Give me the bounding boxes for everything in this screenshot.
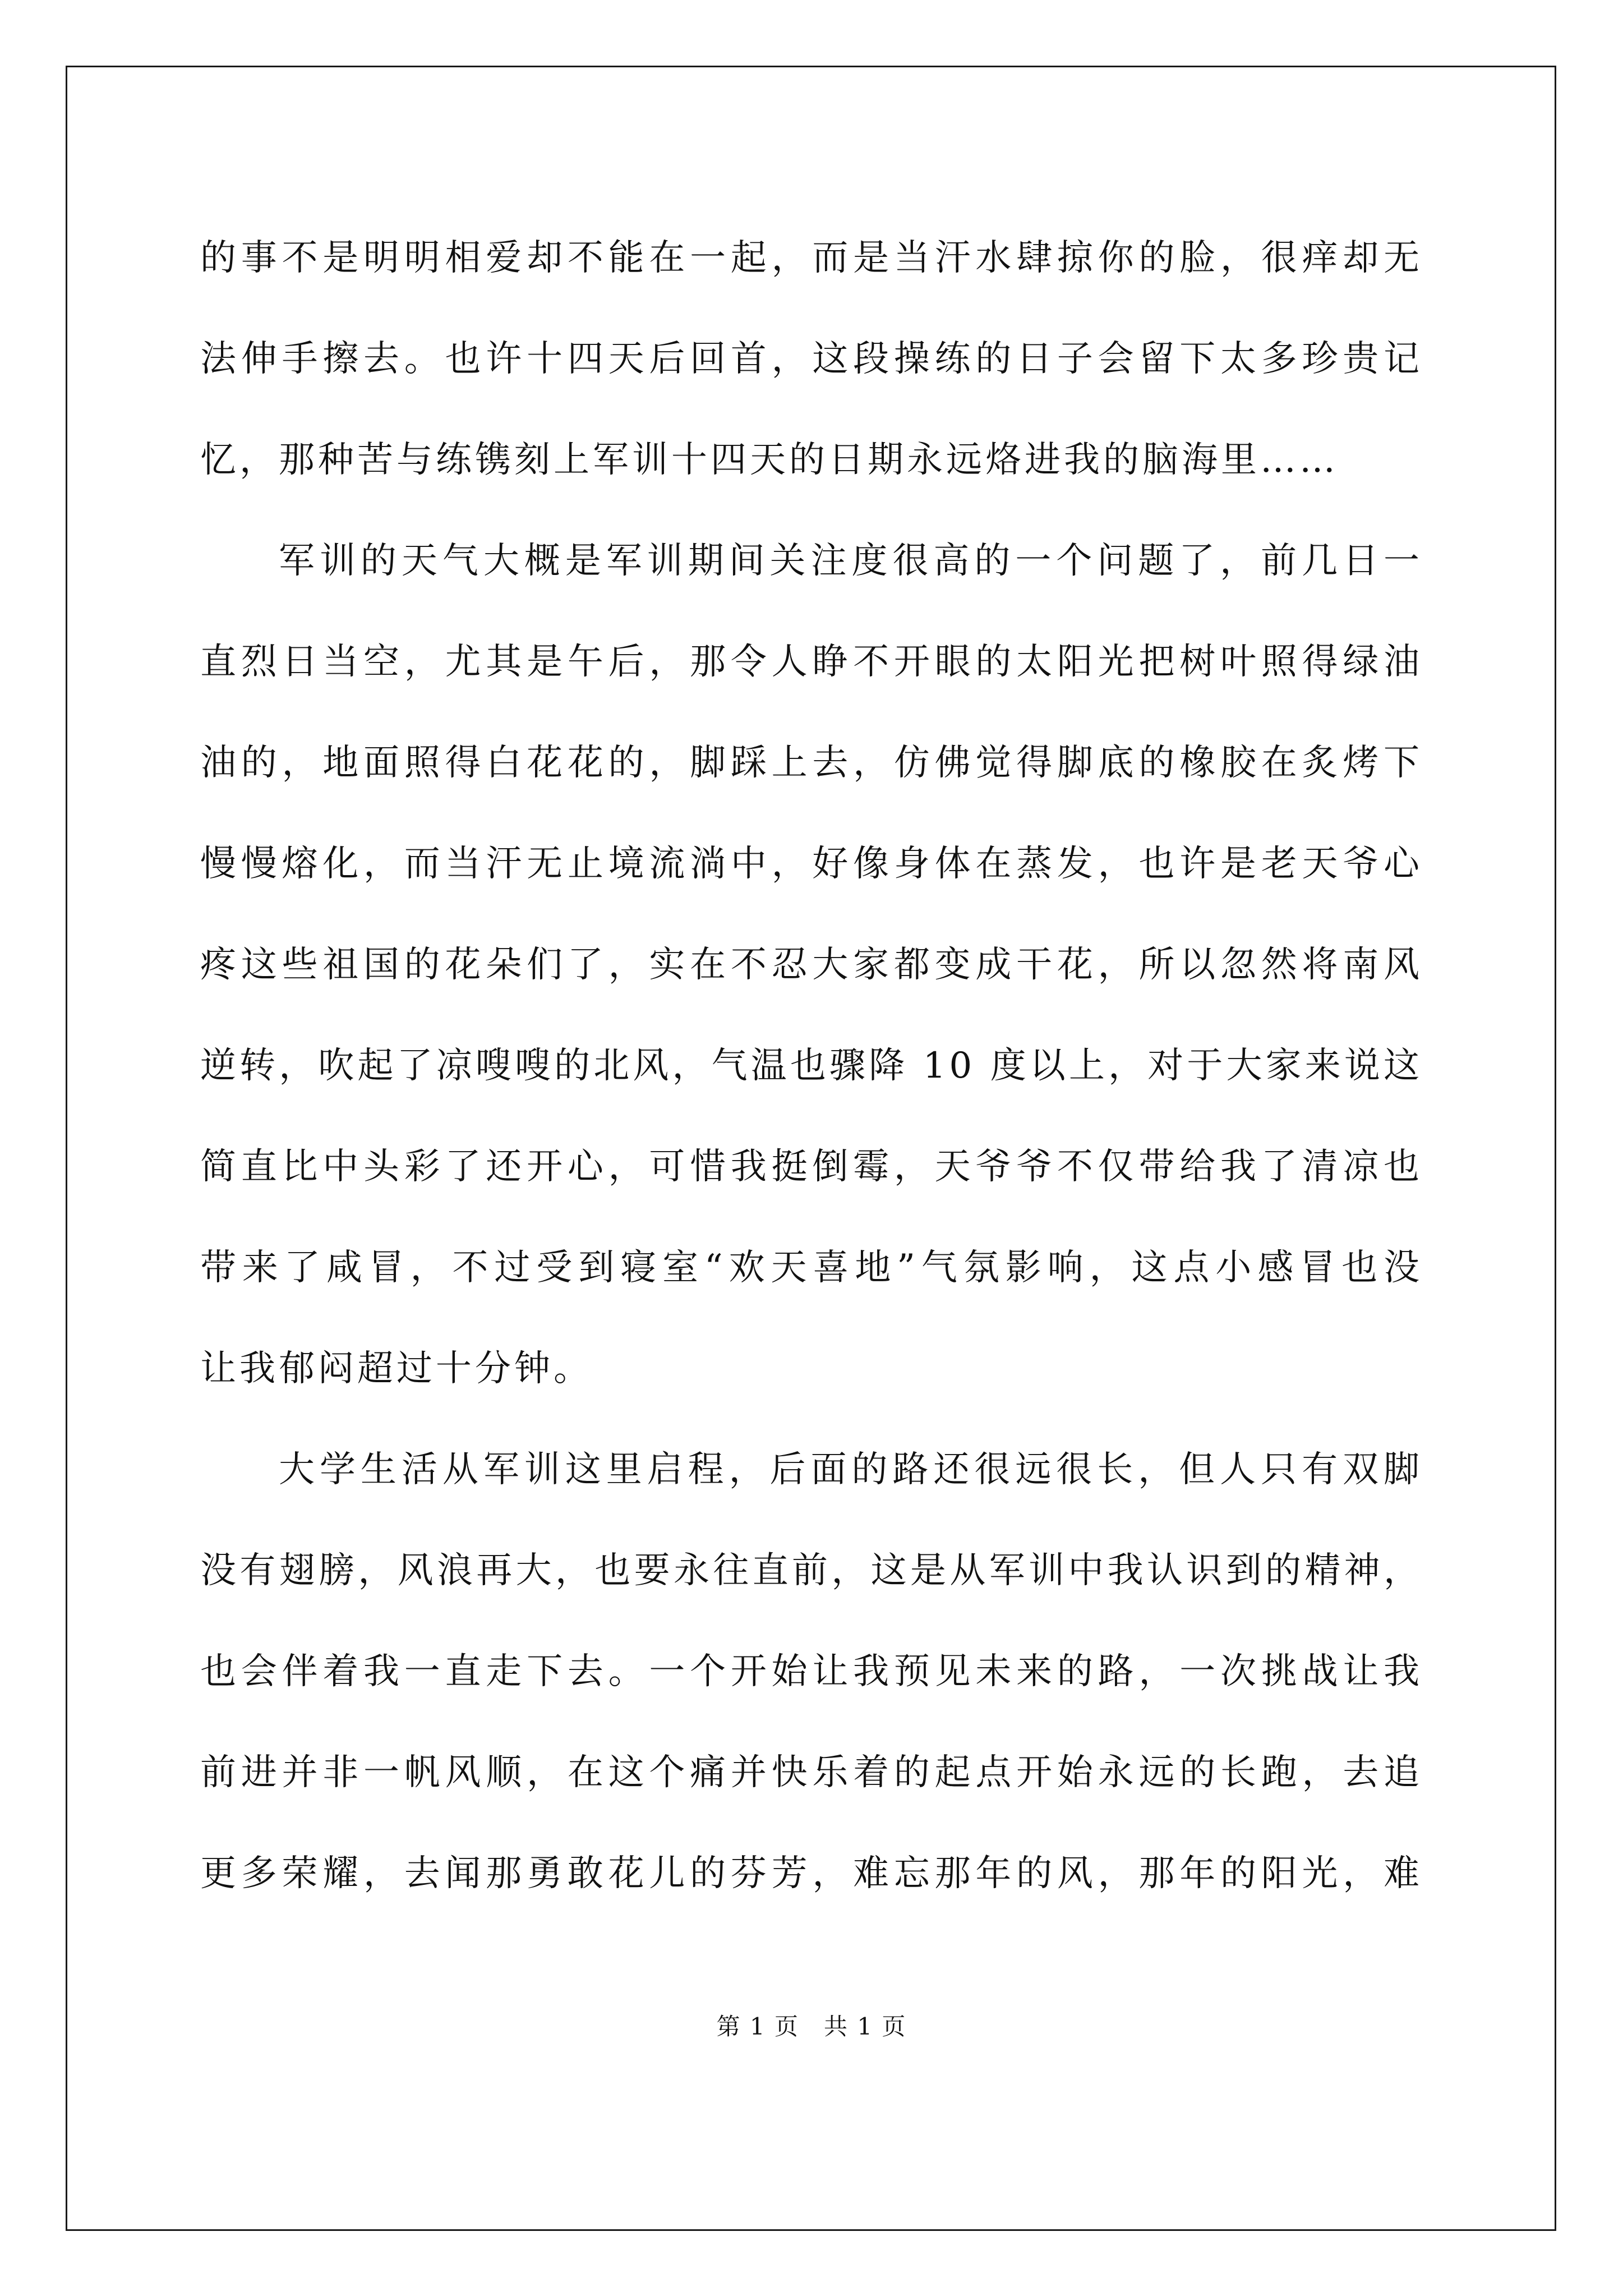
text-line: 慢慢熔化，而当汗无止境流淌中，好像身体在蒸发，也许是老天爷心	[200, 843, 1423, 885]
paragraph-start-line: 大学生活从军训这里启程，后面的路还很远很长，但人只有双脚	[279, 1449, 1423, 1490]
paragraph-start-line: 军训的天气大概是军训期间关注度很高的一个问题了，前几日一	[279, 540, 1423, 582]
text-line: 法伸手擦去。也许十四天后回首，这段操练的日子会留下太多珍贵记	[200, 338, 1423, 380]
text-line: 让我郁闷超过十分钟。	[200, 1348, 593, 1389]
text-line: 没有翅膀，风浪再大，也要永往直前，这是从军训中我认识到的精神，	[200, 1550, 1423, 1591]
text-line: 逆转，吹起了凉嗖嗖的北风，气温也骤降 10 度以上，对于大家来说这	[200, 1045, 1423, 1087]
text-line: 疼这些祖国的花朵们了，实在不忍大家都变成干花，所以忽然将南风	[200, 944, 1423, 986]
text-line: 油的，地面照得白花花的，脚踩上去，仿佛觉得脚底的橡胶在炙烤下	[200, 742, 1423, 784]
text-line: 简直比中头彩了还开心，可惜我挺倒霉，天爷爷不仅带给我了清凉也	[200, 1146, 1423, 1188]
text-line: 也会伴着我一直走下去。一个开始让我预见未来的路，一次挑战让我	[200, 1651, 1423, 1692]
text-line: 的事不是明明相爱却不能在一起，而是当汗水肆掠你的脸，很痒却无	[200, 237, 1423, 279]
text-line: 直烈日当空，尤其是午后，那令人睁不开眼的太阳光把树叶照得绿油	[200, 641, 1423, 683]
text-line: 更多荣耀，去闻那勇敢花儿的芬芳，难忘那年的风，那年的阳光，难	[200, 1853, 1423, 1894]
text-line: 忆，那种苦与练镌刻上军训十四天的日期永远烙进我的脑海里……	[200, 439, 1339, 481]
text-line: 带来了咸冒，不过受到寝室“欢天喜地”气氛影响，这点小感冒也没	[200, 1247, 1423, 1289]
page-footer: 第 1 页 共 1 页	[716, 2013, 907, 2040]
text-line: 前进并非一帆风顺，在这个痛并快乐着的起点开始永远的长跑，去追	[200, 1752, 1423, 1793]
